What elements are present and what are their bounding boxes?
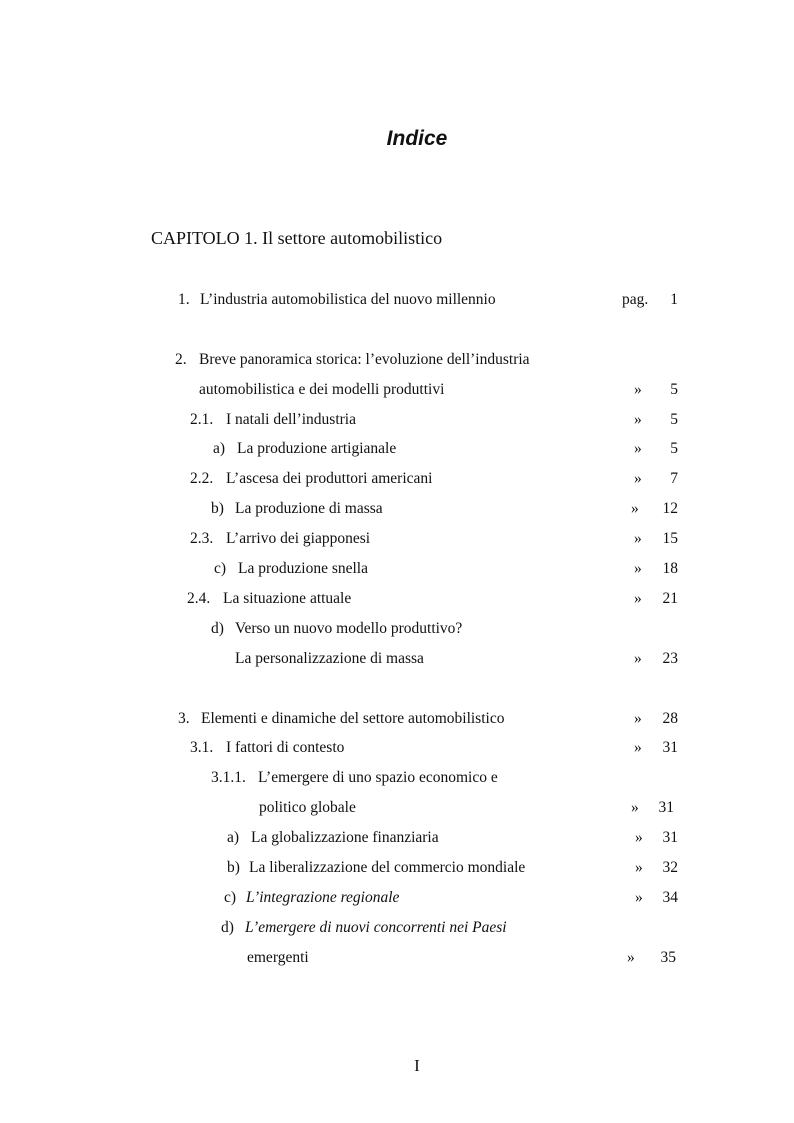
toc-entry-continuation [0,947,794,969]
page-ref-label: » [634,650,642,667]
page-ref-label: » [634,530,642,547]
entry-number: 2. [175,351,187,368]
toc-entry [0,349,794,371]
page-ref-label: » [635,889,643,906]
toc-entry [0,498,794,520]
entry-title: La situazione attuale [223,590,352,607]
entry-number: 2.4. [187,590,211,607]
entry-title: La personalizzazione di massa [235,650,424,667]
entry-title: politico globale [259,799,356,816]
page-number: 34 [662,889,678,906]
entry-number: 1. [178,291,190,308]
page-ref-label: » [635,829,643,846]
entry-title: L’ascesa dei produttori americani [226,470,433,487]
page-title: Indice [386,127,448,150]
entry-number: b) [227,859,240,876]
entry-number: 2.3. [190,530,214,547]
entry-number: 2.1. [190,411,214,428]
page-number: 23 [662,650,678,667]
entry-title: Verso un nuovo modello produttivo? [235,620,463,637]
page-ref-label: pag. [622,291,649,308]
entry-title: Elementi e dinamiche del settore automobilistico [201,710,505,727]
page-ref-label: » [627,949,635,966]
page-ref-label: » [634,470,642,487]
page-ref-label: » [631,799,639,816]
entry-title: L’integrazione regionale [246,889,400,906]
entry-title: I fattori di contesto [226,739,345,756]
toc-entry-continuation [0,797,794,819]
entry-number: a) [227,829,240,846]
page-ref-label: » [634,411,642,428]
entry-number: 2.2. [190,470,214,487]
page-number: 5 [670,411,678,428]
page-number: 5 [670,381,678,398]
page-ref-label: » [634,590,642,607]
page-number: 5 [670,440,678,457]
page-number: 7 [670,470,678,487]
entry-title: I natali dell’industria [226,411,356,428]
entry-title: L’emergere di nuovi concorrenti nei Paesi [245,919,507,936]
entry-number: b) [211,500,224,517]
entry-title: automobilistica e dei modelli produttivi [199,381,445,398]
entry-number: 3.1.1. [211,769,246,786]
toc-entry [0,289,794,311]
entry-title: L’arrivo dei giapponesi [226,530,371,547]
entry-title: La globalizzazione finanziaria [251,829,439,846]
toc-entry [0,917,794,939]
toc-entry [0,588,794,610]
page-number: 31 [662,829,678,846]
toc-entry-continuation [0,648,794,670]
toc-entry [0,468,794,490]
toc-entry [0,827,794,849]
page-ref-label: » [634,739,642,756]
page-number: 31 [662,739,678,756]
entry-number: d) [211,620,224,637]
entry-number: a) [213,440,226,457]
entry-number: c) [214,560,227,577]
entry-title: Breve panoramica storica: l’evoluzione dell’industria [199,351,530,368]
toc-entry [0,618,794,640]
page-ref-label: » [634,710,642,727]
page-ref-label: » [634,560,642,577]
page-number: 12 [662,500,678,517]
entry-title: L’industria automobilistica del nuovo millennio [200,291,496,308]
entry-number: c) [224,889,237,906]
toc-entry [0,708,794,730]
entry-title: La liberalizzazione del commercio mondiale [249,859,526,876]
page-number: 31 [658,799,674,816]
entry-title: emergenti [247,949,309,966]
page-number: 28 [662,710,678,727]
chapter-heading: CAPITOLO 1. Il settore automobilistico [151,228,443,248]
toc-entry [0,528,794,550]
toc-entry-continuation [0,379,794,401]
entry-title: La produzione snella [238,560,368,577]
page-number: 1 [670,291,678,308]
page-ref-label: » [634,440,642,457]
page-ref-label: » [635,859,643,876]
toc-entry [0,857,794,879]
toc-entry [0,438,794,460]
toc-entry [0,409,794,431]
entry-title: L’emergere di uno spazio economico e [258,769,498,786]
page-folio: I [414,1056,420,1075]
page-number: 21 [662,590,678,607]
page-number: 18 [662,560,678,577]
page-ref-label: » [634,381,642,398]
page-number: 15 [662,530,678,547]
page-ref-label: » [631,500,639,517]
toc-entry [0,737,794,759]
entry-number: 3. [178,710,190,727]
entry-number: d) [221,919,234,936]
toc-entry [0,887,794,909]
entry-number: 3.1. [190,739,214,756]
page-number: 32 [662,859,678,876]
toc-entry [0,558,794,580]
toc-entry [0,767,794,789]
entry-title: La produzione artigianale [237,440,397,457]
page-number: 35 [660,949,676,966]
entry-title: La produzione di massa [235,500,383,517]
